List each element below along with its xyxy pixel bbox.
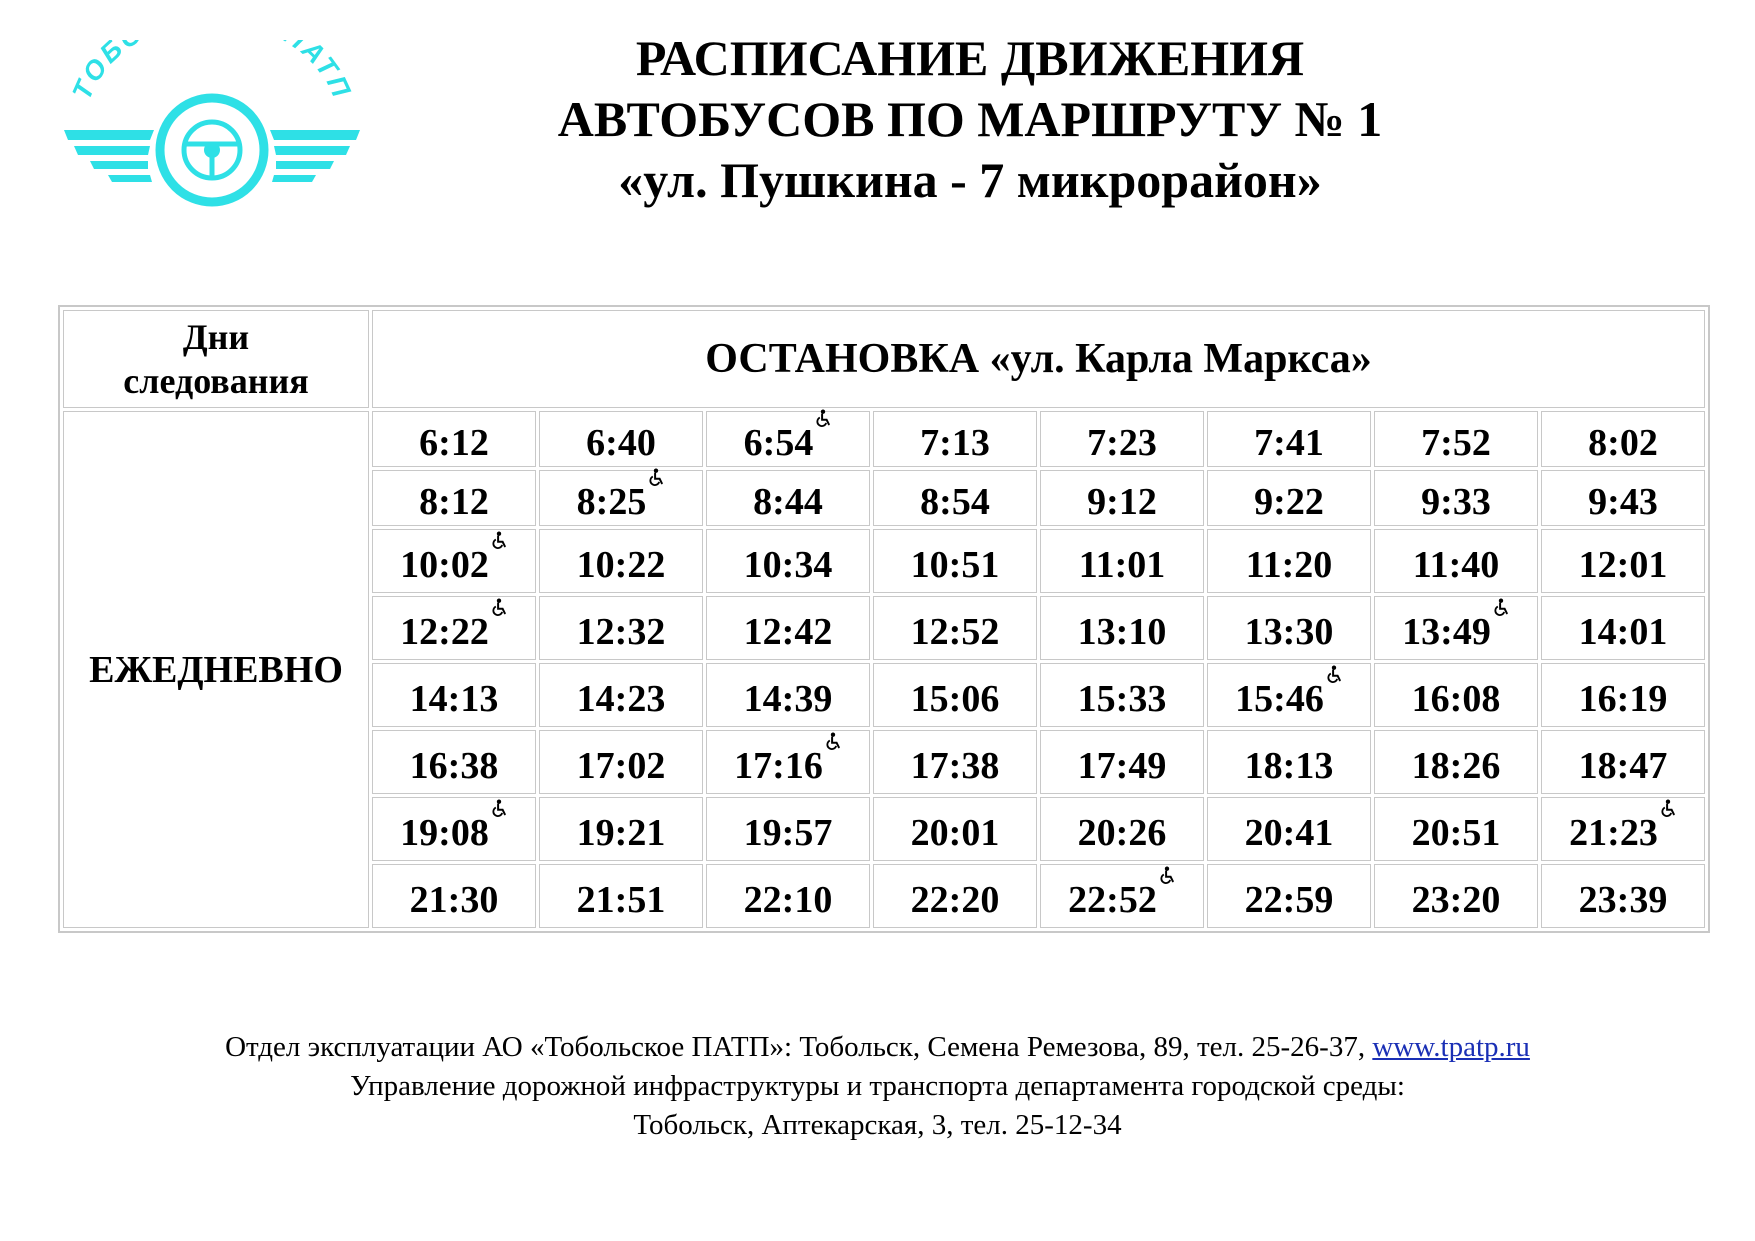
departure-time: 20:26 xyxy=(1077,812,1167,854)
departure-time: 19:08 xyxy=(400,812,489,854)
departure-time-cell xyxy=(706,411,870,467)
departure-time: 7:13 xyxy=(920,422,990,464)
departure-time-cell xyxy=(1207,864,1371,928)
departure-time: 13:10 xyxy=(1077,611,1167,653)
departure-time: 23:39 xyxy=(1578,879,1668,921)
stop-header: ОСТАНОВКА «ул. Карла Маркса» xyxy=(372,310,1705,408)
departure-time-cell xyxy=(1374,663,1538,727)
departure-time-cell xyxy=(1541,663,1705,727)
departure-time: 15:33 xyxy=(1077,678,1167,720)
departure-time-cell xyxy=(1040,470,1204,526)
departure-time: 23:20 xyxy=(1411,879,1501,921)
days-header-line-2: следования xyxy=(123,361,309,401)
departure-time: 17:02 xyxy=(576,745,666,787)
departure-time: 8:12 xyxy=(419,481,489,523)
departure-time-cell xyxy=(539,864,703,928)
departure-time: 16:19 xyxy=(1578,678,1668,720)
departure-time-cell xyxy=(1207,663,1371,727)
wheelchair-icon xyxy=(1157,879,1176,921)
departure-time-cell xyxy=(1207,596,1371,660)
departure-time: 9:33 xyxy=(1421,481,1491,523)
wheelchair-icon xyxy=(489,812,508,854)
departure-time: 11:20 xyxy=(1245,544,1333,586)
departure-time-cell xyxy=(873,797,1037,861)
departure-time-cell xyxy=(1541,864,1705,928)
departure-time: 22:20 xyxy=(910,879,1000,921)
departure-time: 22:10 xyxy=(743,879,833,921)
departure-time: 7:23 xyxy=(1087,422,1157,464)
departure-time-cell xyxy=(372,411,536,467)
departure-time-cell xyxy=(1207,529,1371,593)
departure-time: 18:13 xyxy=(1244,745,1334,787)
wheelchair-icon xyxy=(1324,678,1343,720)
departure-time: 21:51 xyxy=(576,879,666,921)
departure-time-cell xyxy=(1374,529,1538,593)
departure-time-cell xyxy=(873,663,1037,727)
footer-operations-text: Отдел эксплуатации АО «Тобольское ПАТП»: Тобольск, Семена Ремезова, 89, тел. 25-26-37, xyxy=(225,1031,1373,1063)
departure-time: 15:46 xyxy=(1235,678,1324,720)
wheelchair-icon xyxy=(646,481,665,523)
departure-time-cell xyxy=(1374,797,1538,861)
departure-time: 19:57 xyxy=(743,812,833,854)
departure-time: 8:25 xyxy=(576,481,647,523)
departure-time: 17:49 xyxy=(1077,745,1167,787)
departure-time: 9:12 xyxy=(1087,481,1157,523)
footer-line-2: Управление дорожной инфраструктуры и транспорта департамента городской среды: xyxy=(350,1070,1405,1102)
title-line-3: «ул. Пушкина - 7 микрорайон» xyxy=(618,152,1322,208)
departure-time-cell xyxy=(873,730,1037,794)
departure-time: 11:01 xyxy=(1078,544,1166,586)
departure-time-cell xyxy=(1040,596,1204,660)
departure-time: 22:59 xyxy=(1244,879,1334,921)
svg-text:ТОБОЛЬСКОЕ ПАТП: ТОБ АТП xyxy=(66,40,358,105)
departure-time-cell xyxy=(873,470,1037,526)
departure-time: 8:54 xyxy=(920,481,990,523)
departure-time-cell xyxy=(1541,730,1705,794)
departure-time: 9:43 xyxy=(1588,481,1658,523)
departure-time: 6:12 xyxy=(419,422,489,464)
departure-time-cell xyxy=(1040,411,1204,467)
departure-time-cell xyxy=(539,596,703,660)
wheelchair-icon xyxy=(823,745,842,787)
company-logo xyxy=(62,40,362,225)
departure-time: 12:52 xyxy=(910,611,1000,653)
departure-time: 13:30 xyxy=(1244,611,1334,653)
wheelchair-icon xyxy=(489,544,508,586)
departure-time-cell xyxy=(1040,797,1204,861)
departure-time: 10:22 xyxy=(576,544,666,586)
departure-time-cell xyxy=(1040,730,1204,794)
departure-time-cell xyxy=(1541,596,1705,660)
departure-time-cell xyxy=(1541,470,1705,526)
departure-time: 22:52 xyxy=(1068,879,1157,921)
departure-time-cell xyxy=(873,411,1037,467)
days-value: ЕЖЕДНЕВНО xyxy=(63,411,369,928)
departure-time: 14:23 xyxy=(576,678,666,720)
schedule-table xyxy=(58,305,1710,933)
departure-time-cell xyxy=(706,596,870,660)
table-header-row xyxy=(63,310,1705,408)
departure-time-cell xyxy=(372,663,536,727)
departure-time-cell xyxy=(539,529,703,593)
departure-time-cell xyxy=(372,864,536,928)
departure-time-cell xyxy=(539,730,703,794)
departure-time-cell xyxy=(1040,529,1204,593)
departure-time: 18:47 xyxy=(1578,745,1668,787)
departure-time-cell xyxy=(873,596,1037,660)
departure-time-cell xyxy=(1374,411,1538,467)
table-row xyxy=(63,411,1705,467)
days-header-line-1: Дни xyxy=(182,317,250,357)
departure-time-cell xyxy=(873,529,1037,593)
departure-time: 7:41 xyxy=(1254,422,1324,464)
departure-time-cell xyxy=(1207,730,1371,794)
departure-time: 21:23 xyxy=(1569,812,1658,854)
footer-line-3: Тобольск, Аптекарская, 3, тел. 25-12-34 xyxy=(633,1109,1122,1141)
departure-time: 8:02 xyxy=(1588,422,1658,464)
departure-time: 10:02 xyxy=(400,544,489,586)
departure-time: 8:44 xyxy=(753,481,823,523)
departure-time-cell xyxy=(1541,529,1705,593)
website-link[interactable]: www.tpatp.ru xyxy=(1372,1031,1530,1063)
wheelchair-icon xyxy=(489,611,508,653)
title-line-1: РАСПИСАНИЕ ДВИЖЕНИЯ xyxy=(635,30,1305,86)
departure-time-cell xyxy=(706,797,870,861)
wheelchair-icon xyxy=(1491,611,1510,653)
departure-time: 11:40 xyxy=(1412,544,1500,586)
departure-time: 20:41 xyxy=(1244,812,1334,854)
departure-time: 15:06 xyxy=(910,678,1000,720)
departure-time-cell xyxy=(706,864,870,928)
departure-time: 19:21 xyxy=(576,812,666,854)
departure-time-cell xyxy=(873,864,1037,928)
departure-time: 10:51 xyxy=(910,544,1000,586)
departure-time-cell xyxy=(539,797,703,861)
departure-time: 9:22 xyxy=(1254,481,1324,523)
footer xyxy=(0,1028,1755,1145)
days-header xyxy=(63,310,369,408)
wheelchair-icon xyxy=(1658,812,1677,854)
departure-time: 12:32 xyxy=(576,611,666,653)
departure-time-cell xyxy=(539,411,703,467)
departure-time: 20:51 xyxy=(1411,812,1501,854)
departure-time-cell xyxy=(1541,797,1705,861)
departure-time: 13:49 xyxy=(1402,611,1491,653)
departure-time: 16:08 xyxy=(1411,678,1501,720)
departure-time: 14:39 xyxy=(743,678,833,720)
departure-time-cell xyxy=(539,470,703,526)
departure-time: 6:40 xyxy=(586,422,656,464)
departure-time: 12:22 xyxy=(400,611,489,653)
wheelchair-icon xyxy=(813,422,832,464)
departure-time-cell xyxy=(1040,864,1204,928)
departure-time-cell xyxy=(372,470,536,526)
departure-time: 18:26 xyxy=(1411,745,1501,787)
departure-time: 16:38 xyxy=(409,745,499,787)
departure-time-cell xyxy=(1374,864,1538,928)
departure-time: 21:30 xyxy=(409,879,499,921)
departure-time: 14:13 xyxy=(409,678,499,720)
departure-time-cell xyxy=(1040,663,1204,727)
departure-time-cell xyxy=(1207,411,1371,467)
departure-time-cell xyxy=(372,730,536,794)
departure-time-cell xyxy=(1374,730,1538,794)
title-line-2: АВТОБУСОВ ПО МАРШРУТУ № 1 xyxy=(557,91,1383,147)
page-title xyxy=(470,28,1470,211)
departure-time-cell xyxy=(1541,411,1705,467)
departure-time: 12:01 xyxy=(1578,544,1668,586)
departure-time-cell xyxy=(706,663,870,727)
departure-time-cell xyxy=(1207,797,1371,861)
departure-time-cell xyxy=(706,529,870,593)
departure-time: 7:52 xyxy=(1421,422,1491,464)
departure-time-cell xyxy=(539,663,703,727)
departure-time-cell xyxy=(372,529,536,593)
footer-line-1 xyxy=(0,1028,1755,1067)
departure-time-cell xyxy=(1374,470,1538,526)
departure-time: 12:42 xyxy=(743,611,833,653)
departure-time-cell xyxy=(706,730,870,794)
departure-time: 6:54 xyxy=(743,422,814,464)
departure-time-cell xyxy=(372,596,536,660)
departure-time-cell xyxy=(1374,596,1538,660)
departure-time: 17:16 xyxy=(734,745,823,787)
departure-time-cell xyxy=(1207,470,1371,526)
departure-time: 14:01 xyxy=(1578,611,1668,653)
departure-time: 10:34 xyxy=(743,544,833,586)
departure-time-cell xyxy=(372,797,536,861)
departure-time: 20:01 xyxy=(910,812,1000,854)
departure-time: 17:38 xyxy=(910,745,1000,787)
departure-time-cell xyxy=(706,470,870,526)
